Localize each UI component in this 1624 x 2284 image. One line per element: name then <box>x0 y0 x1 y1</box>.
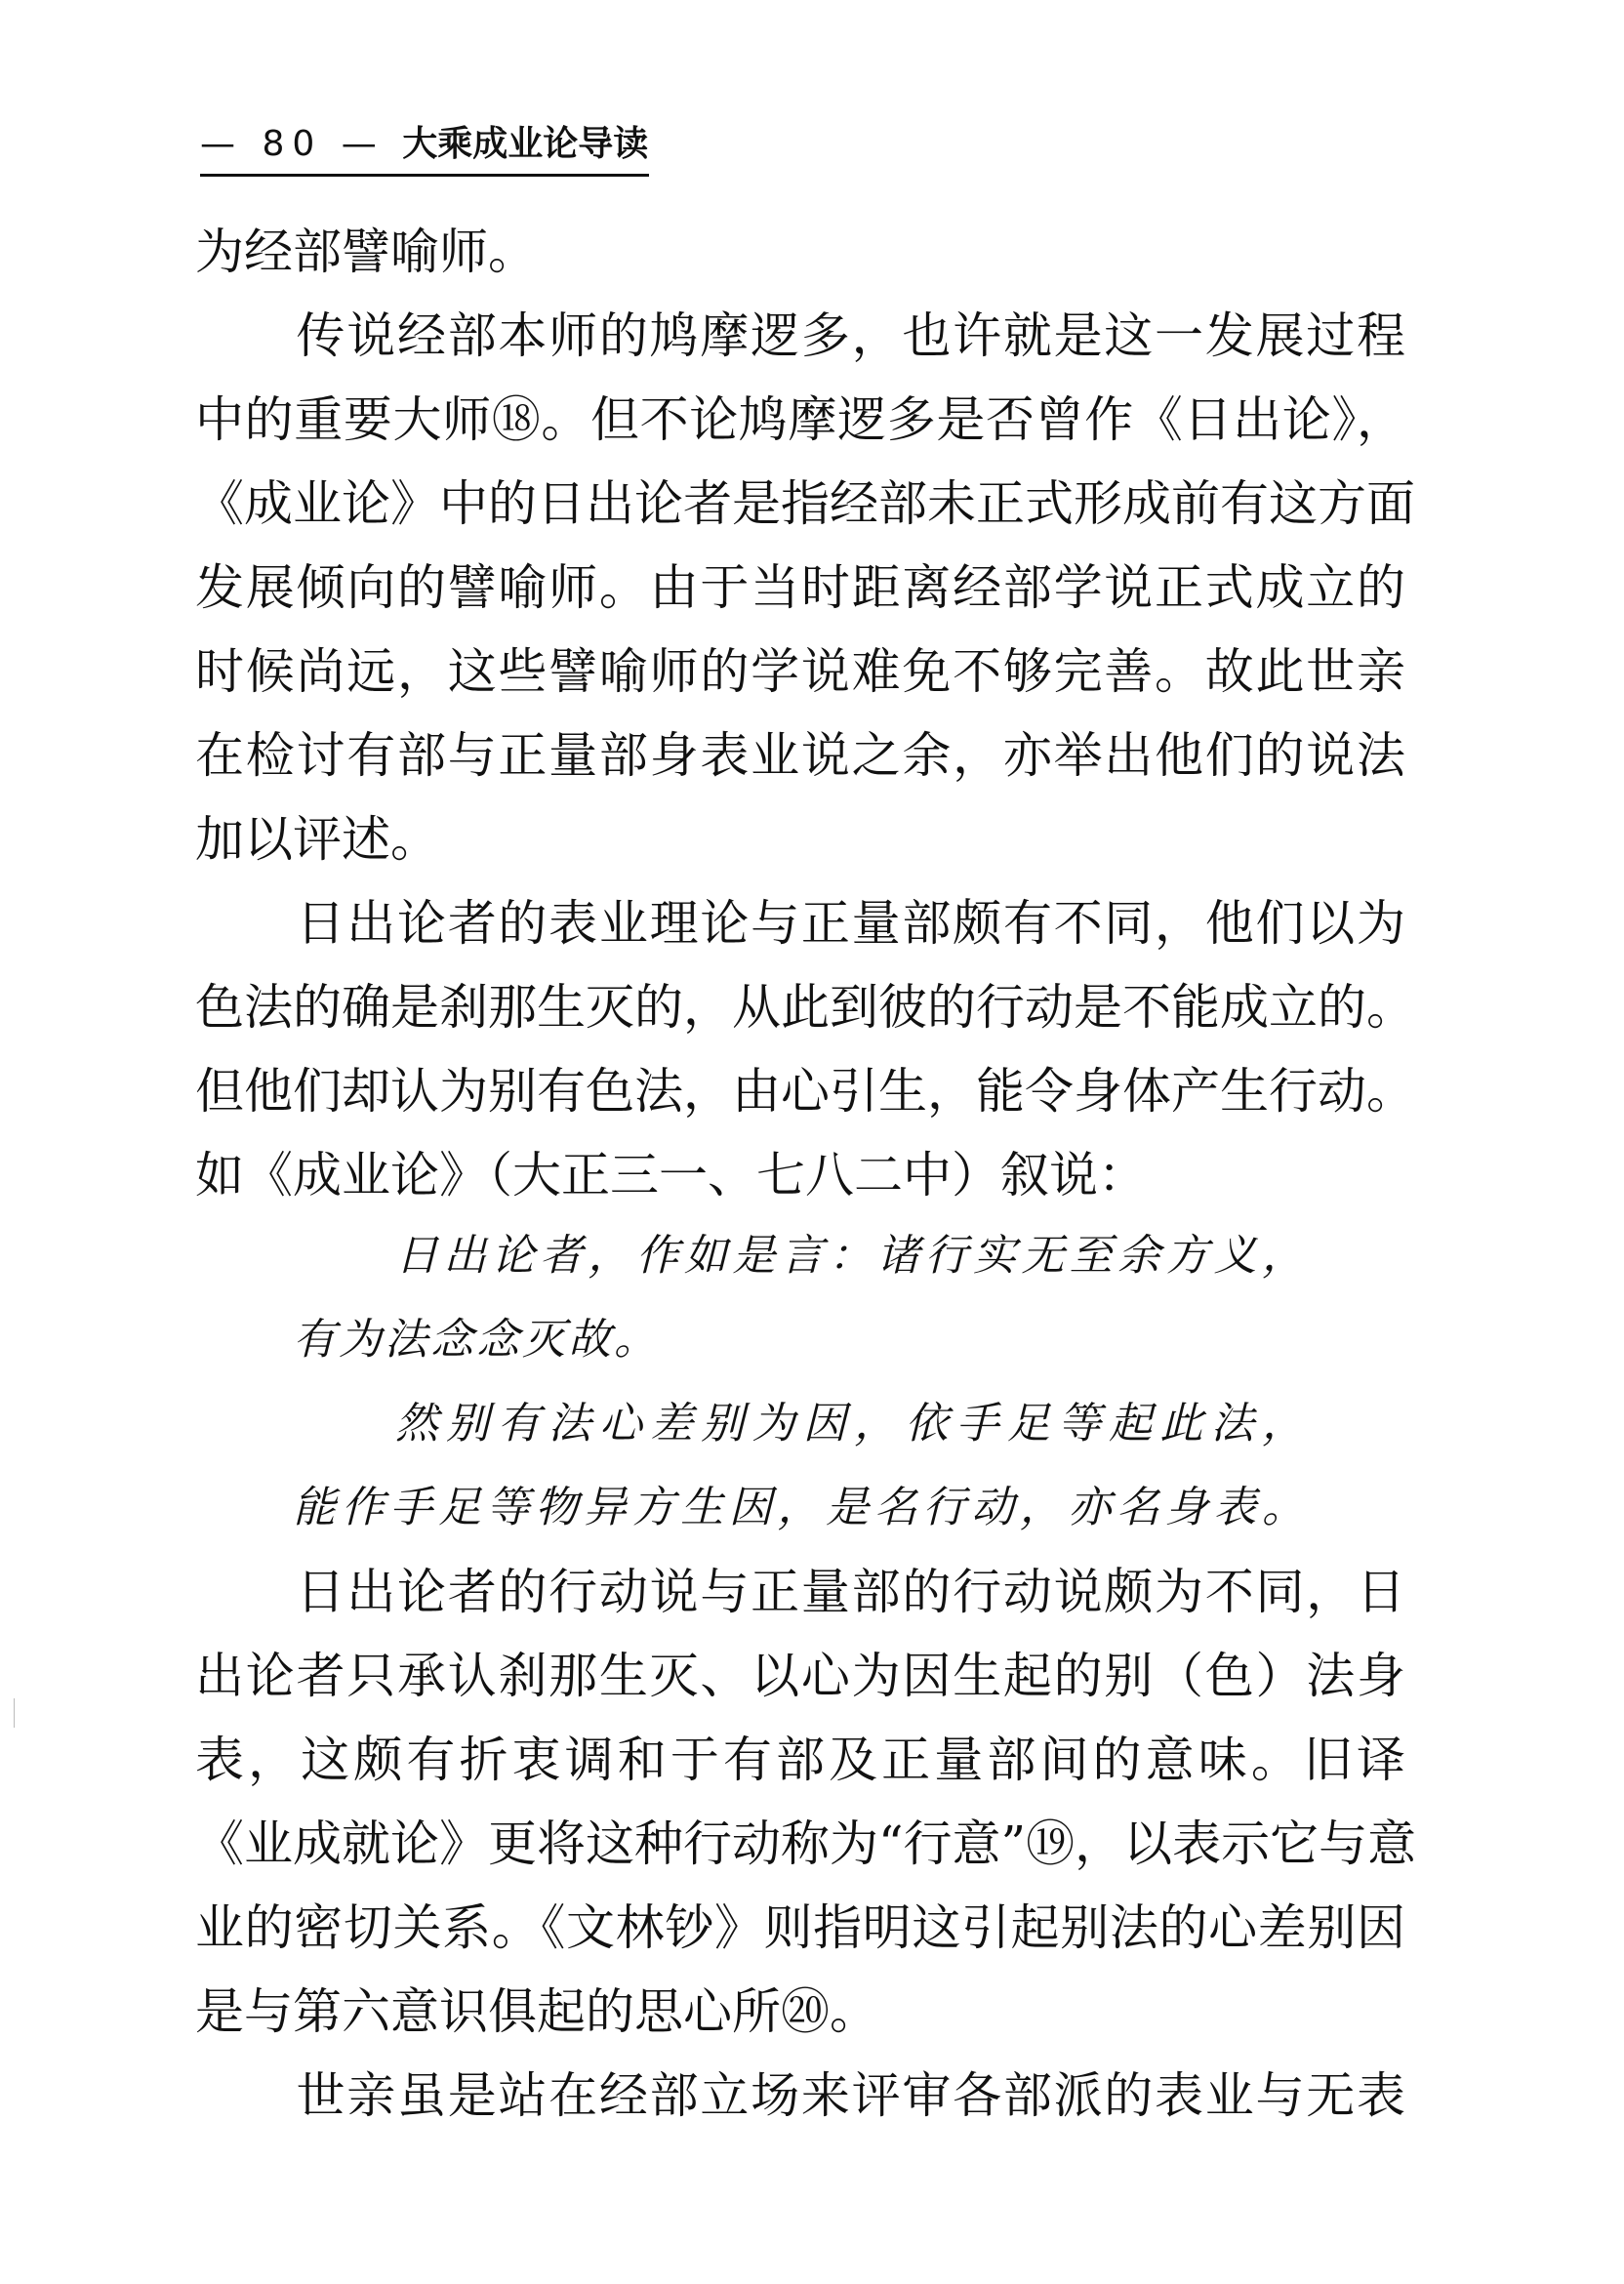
quote-line: 然别有法心差别为因，依手足等起此法， <box>395 1399 1308 1448</box>
body-line: 《成业论》中的日出论者是指经部未正式形成前有这方面 <box>195 475 1415 532</box>
quote-line: 能作手足等物异方生因，是名行动，亦名身表。 <box>293 1483 1308 1532</box>
body-line: 发展倾向的譬喻师。由于当时距离经部学说正式成立的 <box>195 559 1405 616</box>
scan-margin-mark <box>14 1698 15 1728</box>
body-line: 世亲虽是站在经部立场来评审各部派的表业与无表 <box>195 2067 1405 2124</box>
body-line: 在检讨有部与正量部身表业说之余，亦举出他们的说法 <box>195 727 1405 784</box>
body-line: 加以评述。 <box>195 811 439 868</box>
body-line: 业的密切关系。《文林钞》则指明这引起别法的心差别因 <box>195 1899 1405 1956</box>
body-line: 传说经部本师的鸠摩逻多，也许就是这一发展过程 <box>195 307 1405 364</box>
body-line: 为经部譬喻师。 <box>195 224 537 280</box>
body-line: 出论者只承认刹那生灭、以心为因生起的别（色）法身 <box>195 1648 1405 1704</box>
body-line: 时候尚远，这些譬喻师的学说难免不够完善。故此世亲 <box>195 643 1405 700</box>
body-line: 如《成业论》（大正三一、七八二中）叙说： <box>195 1147 1147 1203</box>
body-line: 中的重要大师⑱。但不论鸠摩逻多是否曾作《日出论》， <box>195 391 1405 448</box>
book-title: 大乘成业论导读 <box>402 124 649 164</box>
body-line: 《业成就论》更将这种行动称为“行意”⑲，以表示它与意 <box>195 1815 1417 1872</box>
quote-line: 日出论者，作如是言：诸行实无至余方义， <box>395 1231 1308 1281</box>
page-number: — 80 — <box>200 124 385 164</box>
body-line: 表，这颇有折衷调和于有部及正量部间的意味。旧译 <box>195 1732 1405 1788</box>
body-line: 色法的确是刹那生灭的，从此到彼的行动是不能成立的。 <box>195 979 1415 1036</box>
running-header <box>200 115 649 177</box>
body-line: 日出论者的表业理论与正量部颇有不同，他们以为 <box>195 895 1405 952</box>
body-line: 但他们却认为别有色法，由心引生，能令身体产生行动。 <box>195 1063 1415 1120</box>
body-line: 是与第六意识俱起的思心所⑳。 <box>195 1983 878 2040</box>
body-line: 日出论者的行动说与正量部的行动说颇为不同，日 <box>195 1564 1405 1620</box>
quote-line: 有为法念念灭故。 <box>293 1315 660 1365</box>
